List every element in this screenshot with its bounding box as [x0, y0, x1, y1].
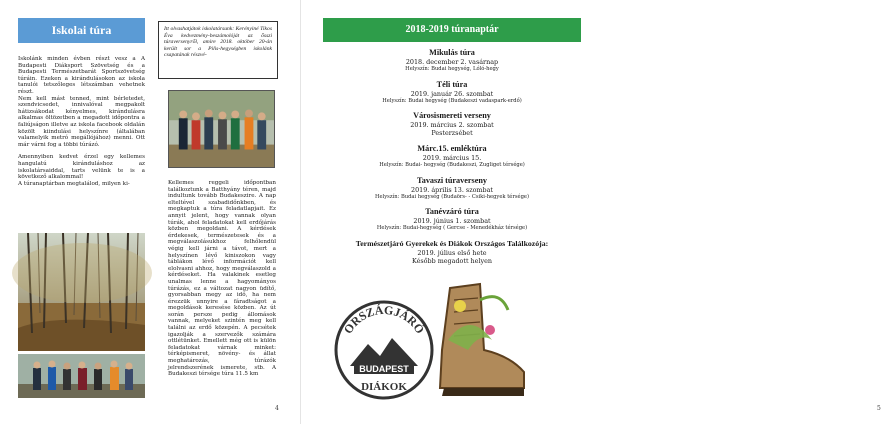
event-item	[323, 111, 581, 137]
event-name: Városismereti verseny	[413, 111, 491, 121]
hikers-group-photo-bottom	[18, 354, 145, 398]
event-location: Később megadott helyen	[411, 256, 493, 265]
event-list	[323, 48, 581, 272]
intro-paragraph-4: A túranaptárban megtalálod, milyen ki-	[18, 180, 130, 187]
event-name: Márc.15. emléktúra	[417, 144, 487, 154]
event-location: Helyszín: Budai-hegység ( Gercse - Menedékház térsége)	[376, 225, 528, 232]
event-location: Pesterzsébet	[431, 129, 473, 138]
event-location: Helyszín: Budai hegység, Lóló-hegy	[405, 66, 499, 72]
left-page	[0, 0, 300, 424]
left-page-title: Iskolai túra	[18, 18, 145, 43]
event-location: Helyszín: Budai- hegység (Budakeszi, Zugliget térsége)	[379, 162, 525, 169]
event-date: 2019. március 15.	[422, 154, 482, 163]
event-item	[323, 80, 581, 105]
trip-report-text: Kellemes reggeli időpontban találkoztunk a Batthyány téren, majd indultunk tovább Budakeszire. A nap elteltével szabadidőnkben, és megkaptuk a túra feladatlapjait. Ez annyit jelent, hogy vannak olyan túrák, ahol feladatokat kell erdőjárás közben megoldani. A kérdések érdekesek, természetesek és a megválaszolásukhoz felhőlendül végig kell járni a távot, mert a helyszínen lévő kiniszokon vagy táblákon lévő információt kell elolvasni ahhoz, hogy megválaszold a kérdéseket. Ha valakinek esetleg unalmas lenne a hagyományos túrázás, ez a változat nagyon üdítő, gyorsabban megy az idő, ha nem érezzük unnyire a fáradtságot a megoldások keresése közben. Az út során persze pedig állomások vannak, melyeket szintén meg kell találni az erdő közepén. A pecsétek igazolják a szervezők számára ottlétünket. Emellett még ott is külön feladatokat várnak minket: térképismeret, növény- és állat meghatározás, túrázók jelrendszerének ismerete, stb. A Budakeszi térsége túra 11.5 km	[168, 180, 276, 378]
event-date: 2019. március 2. szombat	[410, 121, 494, 130]
event-item	[323, 207, 581, 232]
event-location: Helyszín: Budai hegység (Budaörs- - Csiki-hegyek térsége)	[374, 193, 530, 200]
event-date: 2019. július első hete	[417, 248, 487, 257]
hiking-boot-illustration	[420, 280, 530, 400]
forest-photo	[18, 233, 145, 351]
report-callout-box: Itt olvashatjátok iskolatársunk: Kerényiné Tikos Éva kedvezmény-beszámolóját az ősszi túraversenyről, amire 2018. október 20-án került sor a Pilis-hegységben iskolánk csapatának részvé-	[158, 21, 278, 79]
intro-text	[18, 56, 145, 187]
event-name: Téli túra	[436, 79, 468, 89]
page-number-right: 5	[877, 405, 881, 412]
page-number-left: 4	[275, 405, 279, 412]
event-name: Természetjáró Gyerekek és Diákok Országos Találkozója:	[355, 238, 549, 248]
event-date: 2019. június 1. szombat	[413, 217, 491, 226]
intro-paragraph-2: Nem kell mást tenned, mint bérletedet, szendvicsedet, innivalóval megpakolt hátizsákodat kényelmes, kirándulásra alkalmas öltözetben a megadott időpontra a faliújságon illetve az iskola facebook oldalán közölt kiindulási helyszínre (általában valamelyik metró megállójához) menni. Ott már várni fog a többi túrázó.	[18, 95, 145, 148]
logo-mid-text: BUDAPEST	[359, 364, 409, 374]
event-item	[323, 176, 581, 201]
event-name: Tanévzáró túra	[425, 207, 479, 217]
event-item	[323, 144, 581, 169]
event-date: 2019. január 26. szombat	[410, 89, 494, 98]
event-item	[323, 239, 581, 265]
event-item	[323, 48, 581, 73]
event-date: 2018. december 2. vasárnap	[405, 58, 499, 66]
event-name: Mikulás túra	[429, 48, 475, 57]
hikers-group-photo-top	[168, 90, 275, 168]
event-name: Tavaszi túraverseny	[417, 175, 487, 185]
event-date: 2019. április 13. szombat	[411, 185, 493, 194]
logo-bottom-text: DIÁKOK	[361, 381, 407, 393]
tour-calendar-title: 2018-2019 túranaptár	[323, 18, 581, 42]
intro-paragraph-1: Iskolánk minden évben részt vesz a A Budapesti Diáksport Szövetség és a Budapesti Természetbarát Sportszövetség túráin. Ezeken a kirándulásokon az iskola tanulói tetszőleges létszámban vehetnek részt.	[18, 56, 145, 95]
event-location: Helyszín: Budai hegység (Budakeszi vadaspark-erdő)	[382, 97, 522, 104]
logo-top-text: ORSZÁGJÁRÓ	[340, 302, 428, 337]
intro-paragraph-3: Amennyiben kedvet érzel egy kellemes hangulatú kiránduláshoz az iskolatársaiddal, tarts velünk te is a következő alkalommal!	[18, 154, 145, 181]
